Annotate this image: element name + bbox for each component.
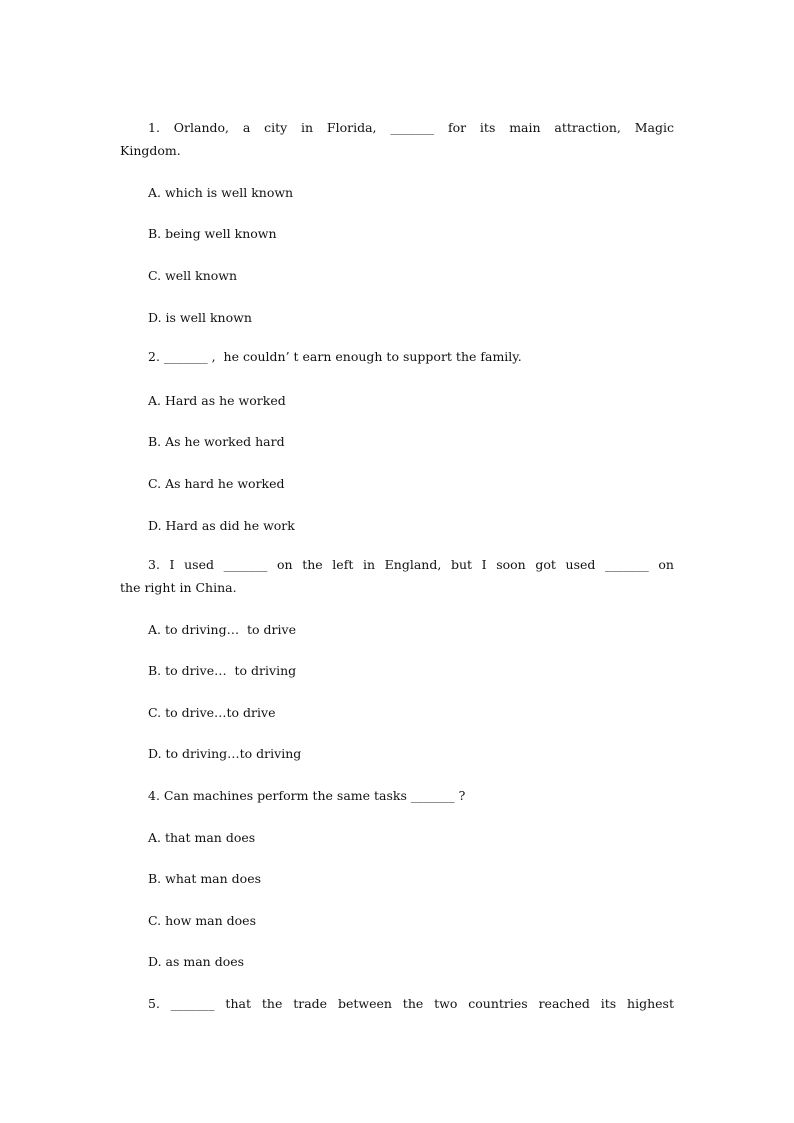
question-1-stem-line1: 1. Orlando, a city in Florida, _______ for its main attraction, Magic [148, 120, 674, 135]
question-4-option-a: A. that man does [148, 830, 256, 845]
question-2-option-a: A. Hard as he worked [148, 393, 286, 408]
question-2-option-d: D. Hard as did he work [148, 518, 295, 533]
question-4-option-d: D. as man does [148, 954, 245, 969]
question-3-stem-line2: the right in China. [120, 580, 237, 595]
question-1-option-c: C. well known [148, 268, 238, 283]
question-1-option-d: D. is well known [148, 310, 252, 325]
question-3-option-a: A. to driving… to drive [148, 622, 296, 637]
question-4-option-b: B. what man does [148, 871, 262, 886]
question-4-stem: 4. Can machines perform the same tasks _______ ? [148, 788, 466, 803]
question-3-option-b: B. to drive… to driving [148, 663, 297, 678]
question-2-option-c: C. As hard he worked [148, 476, 285, 491]
question-3-option-c: C. to drive…to drive [148, 705, 276, 720]
question-4-option-c: C. how man does [148, 913, 256, 928]
question-2-stem: 2. _______ , he couldn’ t earn enough to support the family. [148, 349, 522, 364]
question-1-stem-line2: Kingdom. [120, 143, 181, 158]
question-3-option-d: D. to driving…to driving [148, 746, 302, 761]
question-3-stem-line1: 3. I used _______ on the left in England, but I soon got used _______ on [148, 557, 674, 572]
question-5-stem-line1: 5. _______ that the trade between the two countries reached its highest [148, 996, 674, 1011]
question-1-option-b: B. being well known [148, 226, 277, 241]
question-1-option-a: A. which is well known [148, 185, 294, 200]
question-2-option-b: B. As he worked hard [148, 434, 285, 449]
